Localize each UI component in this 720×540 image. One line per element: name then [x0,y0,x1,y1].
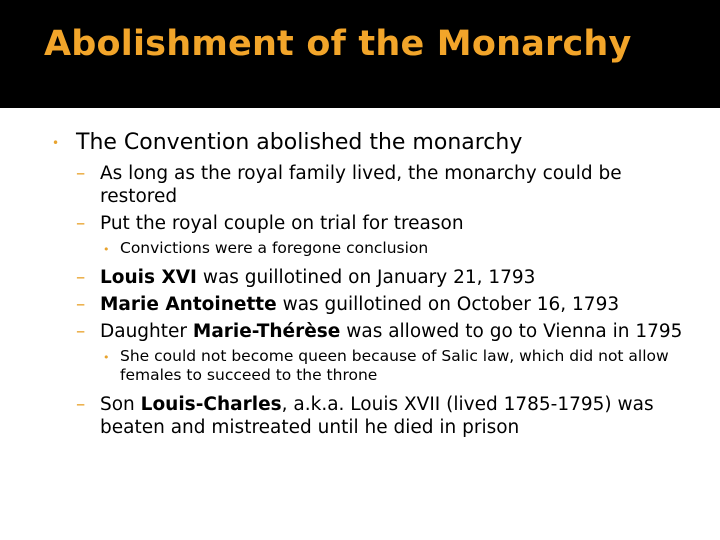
sub-sub-bullet-text: She could not become queen because of Salic law, which did not allow females to succeed to the throne [120,347,669,384]
sub-bullet-trial [0,212,692,235]
dash-marker: – [76,394,86,415]
sub-bullet-royal-family [0,162,692,208]
bold-name: Louis-Charles [140,394,282,415]
bullet-marker: • [103,351,110,364]
slide-content [0,128,720,443]
sub-bullet-text: was allowed to go to Vienna in 1795 [340,321,683,342]
sub-bullet-marie-antoinette [0,293,692,316]
slide-title: Abolishment of the Monarchy [44,24,632,64]
bold-name: Marie-Thérèse [192,321,341,342]
sub-bullet-prefix: Son [100,394,141,415]
bullet-convention [0,128,696,158]
dash-marker: – [76,213,86,234]
bullet-text: The Convention abolished the monarchy [76,130,523,155]
sub-bullet-text: Put the royal couple on trial for treason [100,213,464,234]
dash-marker: – [76,163,86,184]
sub-sub-bullet-salic-law [0,347,690,385]
bold-name: Marie Antoinette [100,294,277,315]
sub-sub-bullet-text: Convictions were a foregone conclusion [120,239,429,257]
title-bar [0,0,720,108]
dash-marker: – [76,267,86,288]
sub-bullet-louis-charles [0,393,692,439]
dash-marker: – [76,294,86,315]
sub-bullet-text: , a.k.a. Louis XVII (lived 1785-1795) was beaten and mistreated until he died in prison [100,394,654,438]
sub-bullet-text: was guillotined on January 21, 1793 [196,267,536,288]
sub-bullet-marie-therese [0,320,692,343]
bullet-marker: • [52,136,60,150]
sub-bullet-text: was guillotined on October 16, 1793 [276,294,620,315]
sub-bullet-text: As long as the royal family lived, the monarchy could be restored [100,163,622,207]
dash-marker: – [76,321,86,342]
sub-bullet-prefix: Daughter [100,321,193,342]
bold-name: Louis XVI [100,267,197,288]
sub-bullet-louis-xvi [0,266,692,289]
sub-sub-bullet-convictions [0,239,690,258]
bullet-marker: • [103,243,110,256]
